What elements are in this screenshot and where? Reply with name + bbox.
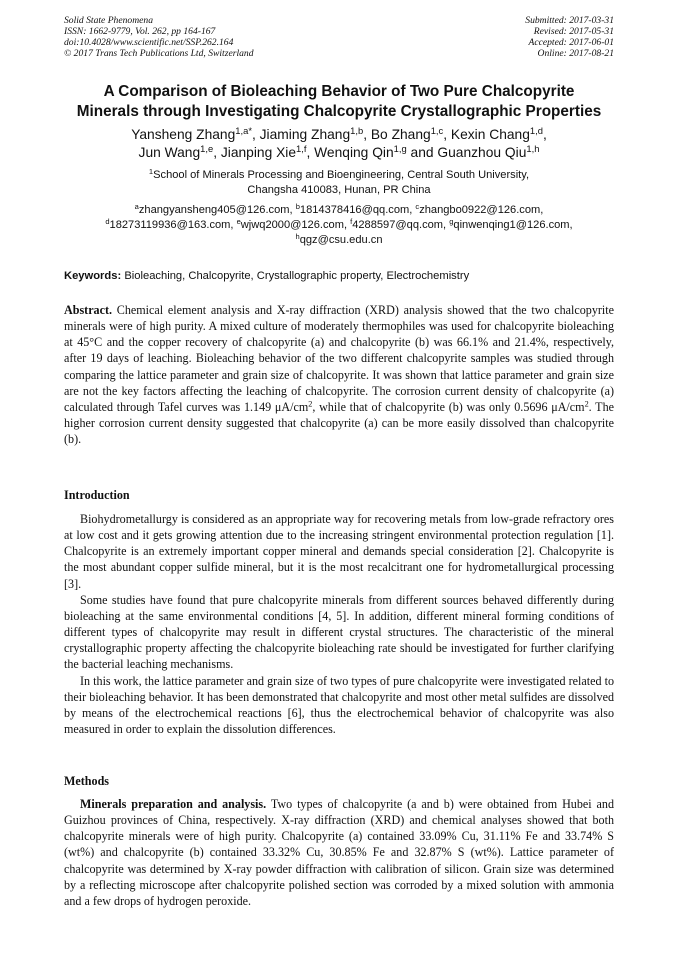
title-line-2: Minerals through Investigating Chalcopyrite Crystallographic Properties [76, 102, 602, 120]
keywords-label: Keywords: [64, 270, 122, 282]
email-sup: e [236, 216, 241, 226]
author-sep: , [251, 127, 260, 142]
submission-dates [525, 15, 614, 59]
affiliation-sup: 1 [148, 166, 154, 176]
author-sup: 1,b [350, 125, 364, 136]
journal-doi: doi:10.4028/www.scientific.net/SSP.262.164 [64, 37, 234, 48]
email-sup: a [134, 201, 139, 211]
author-sep: , [213, 145, 221, 160]
email-sep: , [540, 204, 544, 216]
author-sup: 1,e [200, 143, 214, 154]
email-link[interactable]: 18273119936@163.com [109, 219, 231, 231]
email-sup: c [415, 201, 420, 211]
email-link[interactable]: zhangbo0922@126.com [419, 204, 541, 216]
author-name: Wenqing Qin [314, 145, 394, 160]
journal-issn: ISSN: 1662-9779, Vol. 262, pp 164-167 [64, 26, 216, 37]
author-sep: , [306, 145, 315, 160]
email-link[interactable]: qgz@csu.edu.cn [299, 234, 383, 246]
email-sep: , [409, 204, 416, 216]
email-line-3 [40, 233, 638, 248]
date-accepted: Accepted: 2017-06-01 [528, 37, 614, 48]
author-sup: 1,h [526, 143, 540, 154]
author-sup: 1,a* [235, 125, 252, 136]
author-name: Yansheng Zhang [131, 127, 236, 142]
introduction-body [64, 511, 614, 737]
author-sup: 1,g [393, 143, 407, 154]
email-link[interactable]: zhangyansheng405@126.com [138, 204, 290, 216]
email-sup: b [295, 201, 300, 211]
email-sup: d [105, 216, 110, 226]
unit-sup: 2 [308, 399, 313, 409]
email-link[interactable]: 4288597@qq.com [352, 219, 444, 231]
journal-name: Solid State Phenomena [64, 15, 153, 26]
author-name: Jun Wang [138, 145, 201, 160]
author-list [40, 126, 638, 162]
keywords-text: Bioleaching, Chalcopyrite, Crystallographic property, Electrochemistry [124, 270, 470, 282]
author-name: Jianping Xie [220, 145, 297, 160]
author-name: Kexin Chang [450, 127, 530, 142]
email-sep: , [289, 204, 296, 216]
abstract-text: Chemical element analysis and X-ray diffraction (XRD) analysis showed that the two chalcopyrite minerals were of high purity. A mixed culture of moderately thermophiles was used for chalcopyrite bioleaching at 45°C and the copper recovery of chalcopyrite (a) and chalcopyrite (b) was 66.1% and 21.4%, respectively, after 19 days of leaching. Bioleaching behavior of the two different chalcopyrite samples was studied through comparing the lattice parameter and grain size of chalcopyrite. It was shown that lattice parameter and grain size are not the key factors affecting the leaching of chalcopyrite. The corrosion current density of chalcopyrite (a) calculated through Tafel curves was 1.149 μA/cm [64, 303, 614, 414]
date-revised: Revised: 2017-05-31 [533, 26, 614, 37]
author-sup: 1,c [430, 125, 444, 136]
email-link[interactable]: wjwq2000@126.com [240, 219, 344, 231]
author-sep: , [363, 127, 371, 142]
affiliation-line-1 [40, 168, 638, 183]
paper-title [40, 82, 638, 121]
email-sup: f [350, 216, 353, 226]
email-sep: , [443, 219, 450, 231]
title-line-1: A Comparison of Bioleaching Behavior of Two Pure Chalcopyrite [103, 83, 575, 100]
paragraph-text: Two types of chalcopyrite (a and b) were obtained from Hubei and Guizhou provinces of China, respectively. X-ray diffraction (XRD) and chemical analyses showed that both chalcopyrite minerals were of high purity. Chalcopyrite (a) contained 33.09% Cu, 31.11% Fe and 33.74% S (wt%) and chalcopyrite (b) contained 33.32% Cu, 30.85% Fe and 32.87% S (wt%). Lattice parameter of chalcopyrite was determined by X-ray powder diffraction with calibration of silicon. Grain size was determined by a reflecting microscope after chalcopyrite polished section was corroded by a mixed solution with ammonia and a few drops of hydrogen peroxide. [64, 797, 614, 908]
author-sup: 1,f [296, 143, 307, 154]
email-sep: , [230, 219, 237, 231]
journal-info [64, 15, 254, 59]
email-sep: , [343, 219, 351, 231]
author-sup: 1,d [529, 125, 543, 136]
author-sep: and [406, 145, 438, 160]
email-link[interactable]: 1814378416@qq.com [299, 204, 410, 216]
affiliation-line-2: Changsha 410083, Hunan, PR China [247, 184, 431, 196]
paragraph: Biohydrometallurgy is considered as an appropriate way for recovering metals from low-grade refractory ores at low cost and it gets growing attention due to the increasing stringent environmental protection regulation [1]. Chalcopyrite is an extremely important copper mineral and demands special consideration [2]. Chalcopyrite is the most abundant copper sulfide mineral, but it is the most recalcitrant one for hydrometallurgical processing [3]. [64, 512, 614, 591]
email-sup: h [295, 231, 300, 241]
affiliation-text: School of Minerals Processing and Bioengineering, Central South University, [153, 169, 530, 181]
email-line-1 [40, 203, 638, 218]
author-line-1 [40, 126, 638, 144]
methods-body [64, 796, 614, 909]
affiliation [40, 168, 638, 198]
email-sep: , [569, 219, 573, 231]
email-list [40, 203, 638, 248]
abstract [64, 302, 614, 447]
abstract-label: Abstract. [64, 303, 113, 317]
paragraph [64, 796, 614, 909]
email-sup: g [449, 216, 454, 226]
date-online: Online: 2017-08-21 [537, 48, 614, 59]
paragraph: Some studies have found that pure chalcopyrite minerals from different sources behaved differently during bioleaching at the same environmental conditions [4, 5]. In addition, different mineral forming conditions of different types of chalcopyrite may result in different crystal structures. The characteristic of the mineral crystallographic property affecting the chalcopyrite bioleaching rate should be investigated for further clarifying the bacterial leaching mechanisms. [64, 592, 614, 672]
subsection-heading: Minerals preparation and analysis. [80, 797, 267, 811]
author-line-2 [40, 144, 638, 162]
email-line-2 [40, 218, 638, 233]
author-sep: , [443, 127, 451, 142]
unit-sup: 2 [584, 399, 589, 409]
keywords [64, 269, 614, 283]
author-name: Guanzhou Qiu [437, 145, 527, 160]
author-name: Jiaming Zhang [259, 127, 351, 142]
introduction-heading: Introduction [64, 488, 130, 502]
email-link[interactable]: qinwenqing1@126.com [453, 219, 570, 231]
abstract-text: , while that of chalcopyrite (b) was only 0.5696 μA/cm [312, 399, 585, 414]
date-submitted: Submitted: 2017-03-31 [525, 15, 614, 26]
author-name: Bo Zhang [370, 127, 431, 142]
author-sep: , [542, 127, 547, 142]
paragraph: In this work, the lattice parameter and grain size of two types of pure chalcopyrite were investigated related to their bioleaching behavior. It has been demonstrated that chalcopyrite and most other metal sulfides are dissolved by means of the electrochemical reactions [6], thus the electrochemical behavior of chalcopyrite was also measured in order to explain the dissolution differences. [64, 673, 614, 737]
abstract-text: . The higher corrosion current density suggested that chalcopyrite (a) can be more easily dissolved than chalcopyrite (b). [64, 399, 614, 447]
methods-heading: Methods [64, 774, 110, 788]
journal-copyright: © 2017 Trans Tech Publications Ltd, Switzerland [64, 48, 254, 59]
